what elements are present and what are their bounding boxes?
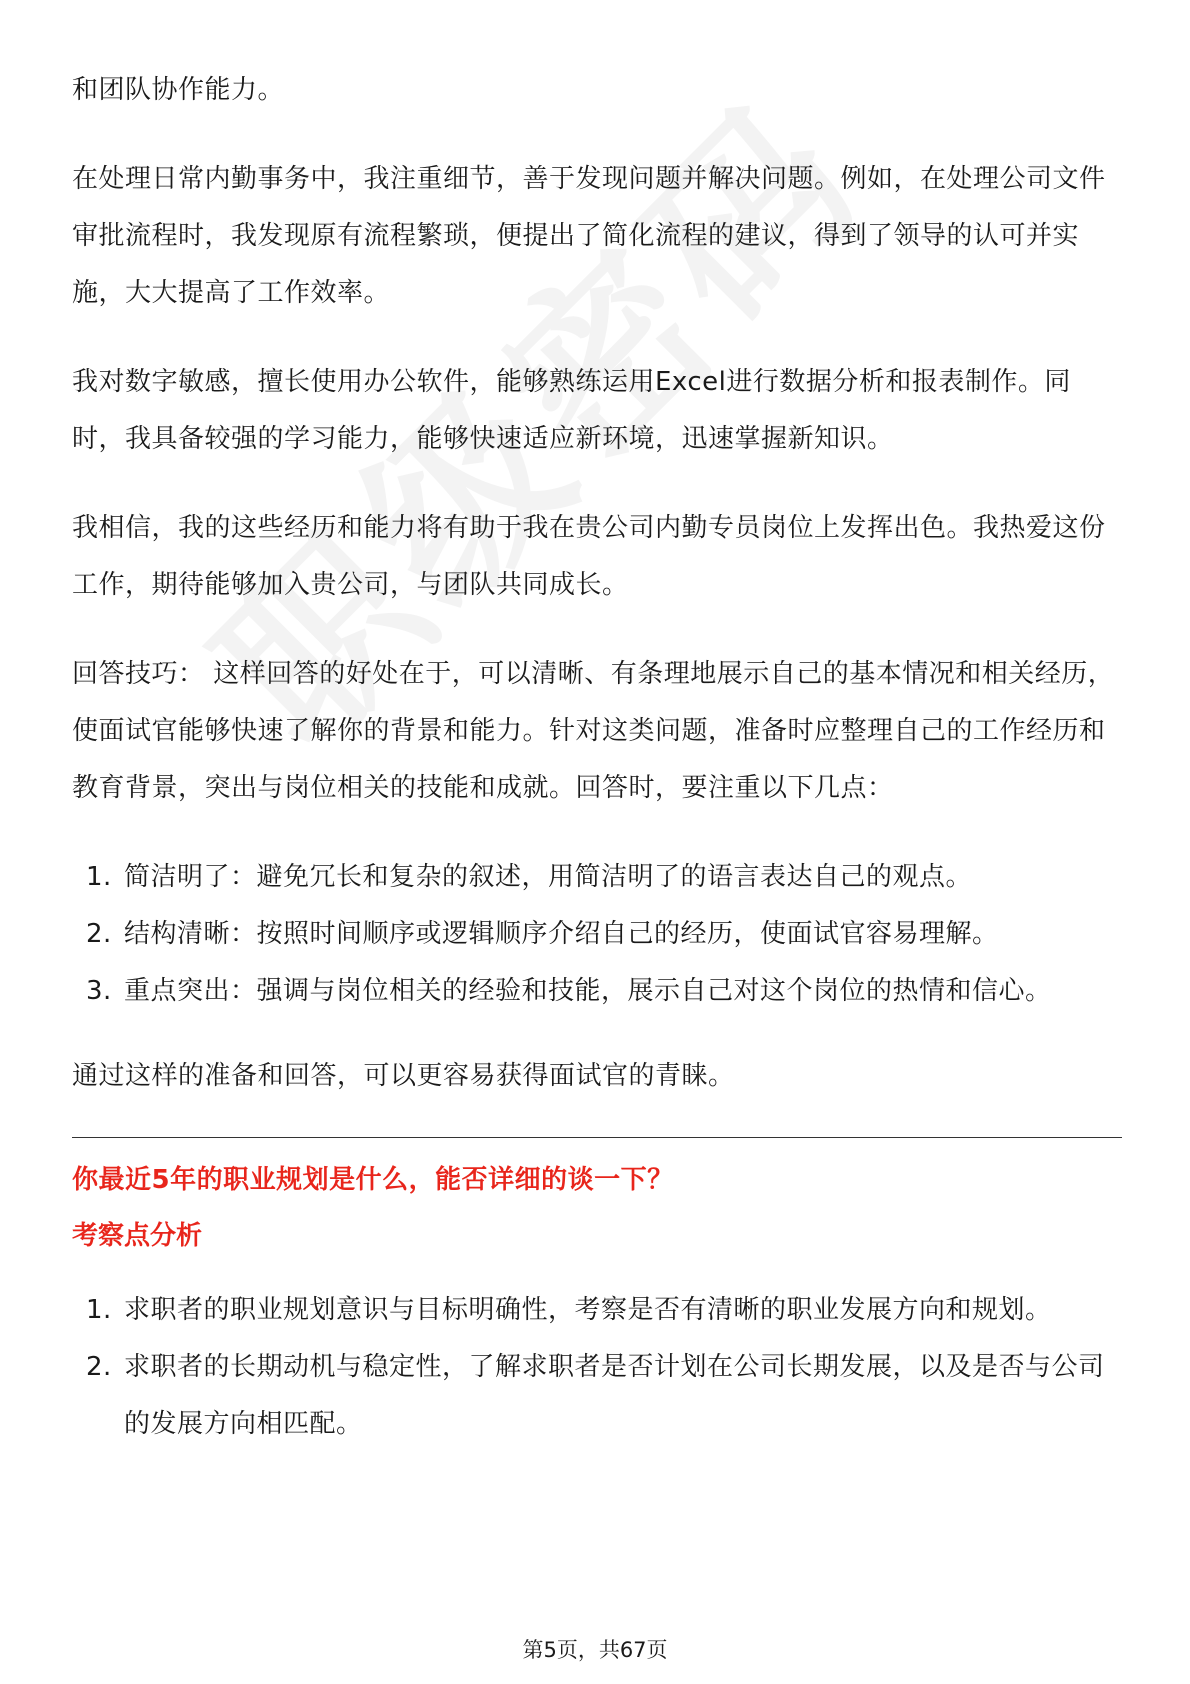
page-number-footer: 第5页，共67页 — [522, 1638, 668, 1662]
paragraph-closing: 通过这样的准备和回答，可以更容易获得面试官的青睐。 — [72, 1061, 735, 1091]
list-item-number: 1. — [86, 1295, 112, 1325]
list-item-number: 2. — [86, 919, 112, 949]
list-item-text: 简洁明了：避免冗长和复杂的叙述，用简洁明了的语言表达自己的观点。 — [124, 862, 973, 892]
list-item — [72, 1282, 1122, 1339]
paragraph-continuation: 和团队协作能力。 — [72, 75, 285, 105]
list-item-text: 重点突出：强调与岗位相关的经验和技能，展示自己对这个岗位的热情和信心。 — [124, 976, 1052, 1006]
page-content — [72, 62, 1122, 1481]
paragraph-skills: 我对数字敏感，擅长使用办公软件，能够熟练运用Excel进行数据分析和报表制作。同时，我具备较强的学习能力，能够快速适应新环境，迅速掌握新知识。 — [72, 367, 1071, 454]
section-divider — [72, 1137, 1122, 1138]
list-item — [72, 1339, 1122, 1453]
list-item-text: 结构清晰：按照时间顺序或逻辑顺序介绍自己的经历，使面试官容易理解。 — [124, 919, 999, 949]
paragraph-conclusion: 我相信，我的这些经历和能力将有助于我在贵公司内勤专员岗位上发挥出色。我热爱这份工作，期待能够加入贵公司，与团队共同成长。 — [72, 513, 1106, 600]
list-item-text: 求职者的长期动机与稳定性，了解求职者是否计划在公司长期发展，以及是否与公司的发展方向相匹配。 — [124, 1352, 1105, 1439]
list-item — [72, 906, 1122, 963]
analysis-list — [72, 1282, 1122, 1453]
list-item-text: 求职者的职业规划意识与目标明确性，考察是否有清晰的职业发展方向和规划。 — [124, 1295, 1052, 1325]
analysis-heading: 考察点分析 — [72, 1221, 203, 1251]
list-item-number: 3. — [86, 976, 112, 1006]
list-item-number: 2. — [86, 1352, 112, 1382]
list-item — [72, 963, 1122, 1020]
list-item-number: 1. — [86, 862, 112, 892]
paragraph-answer-tips: 回答技巧： 这样回答的好处在于，可以清晰、有条理地展示自己的基本情况和相关经历，使面试官能够快速了解你的背景和能力。针对这类问题，准备时应整理自己的工作经历和教育背景，突出与岗位相关的技能和成就。回答时，要注重以下几点： — [72, 659, 1115, 803]
paragraph-detail-example: 在处理日常内勤事务中，我注重细节，善于发现问题并解决问题。例如，在处理公司文件审批流程时，我发现原有流程繁琐，便提出了简化流程的建议，得到了领导的认可并实施，大大提高了工作效率。 — [72, 164, 1106, 308]
list-item — [72, 849, 1122, 906]
tips-list — [72, 849, 1122, 1020]
question-heading: 你最近5年的职业规划是什么，能否详细的谈一下？ — [72, 1165, 674, 1195]
